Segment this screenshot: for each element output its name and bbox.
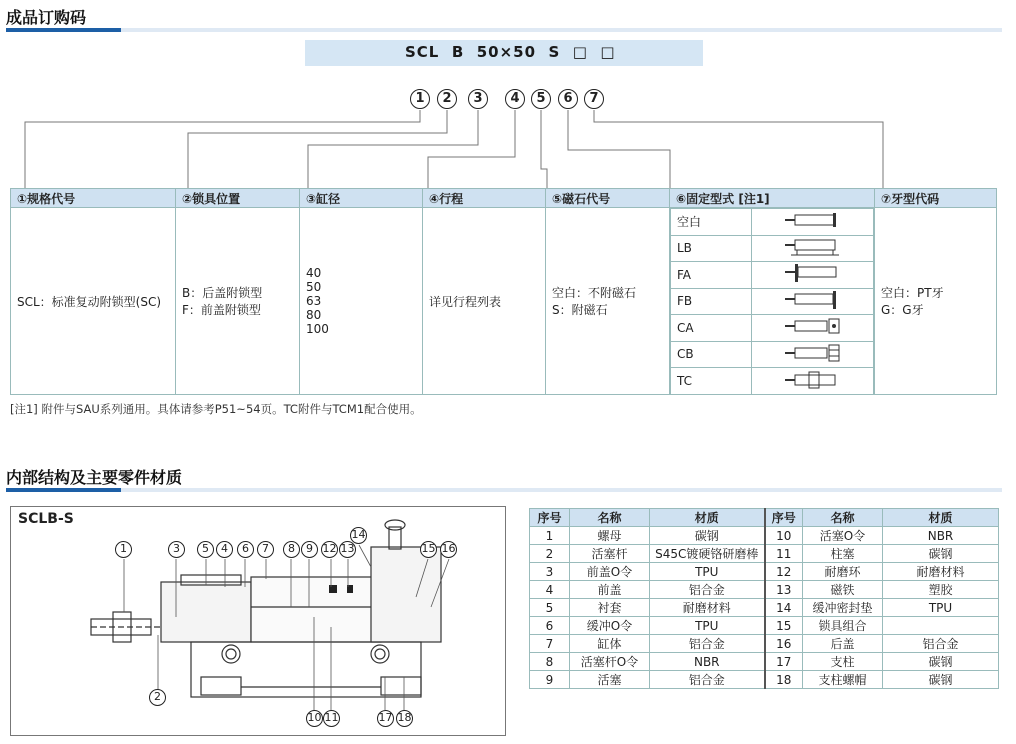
thread-g: G：G牙 (881, 303, 924, 317)
mount-code: CB (671, 341, 752, 368)
cell: 6 (530, 617, 570, 635)
drawing-callout-12: 12 (321, 541, 338, 558)
cell: S45C镀硬铬研磨棒 (650, 545, 765, 563)
parts-header: 材质 (883, 509, 999, 527)
cell: 碳钢 (883, 671, 999, 689)
cell: TPU (650, 617, 765, 635)
spec-table (10, 188, 997, 395)
callout-2: 2 (437, 89, 457, 109)
cell: 17 (765, 653, 803, 671)
mount-table (670, 208, 874, 394)
mount-tc-icon (752, 368, 874, 395)
callout-7: 7 (584, 89, 604, 109)
drawing-callout-4: 4 (216, 541, 233, 558)
mount-ca-icon (752, 315, 874, 342)
drawing-callout-17: 17 (377, 710, 394, 727)
cell: 1 (530, 527, 570, 545)
parts-header: 名称 (570, 509, 650, 527)
cell: 锁具组合 (803, 617, 883, 635)
cell: 活塞O令 (803, 527, 883, 545)
cell: 14 (765, 599, 803, 617)
cell: 5 (530, 599, 570, 617)
bore-value: 63 (306, 294, 322, 308)
cell: 螺母 (570, 527, 650, 545)
cell: 前盖 (570, 581, 650, 599)
table-row (530, 545, 999, 563)
cell: 铝合金 (883, 635, 999, 653)
cell: 耐磨材料 (650, 599, 765, 617)
header-magnet: ⑤磁石代号 (546, 189, 670, 208)
mount-fb-icon (752, 288, 874, 315)
drawing-callout-13: 13 (339, 541, 356, 558)
cell: 12 (765, 563, 803, 581)
lock-pos-b: B：后盖附锁型 (182, 286, 263, 300)
cell: 塑胶 (883, 581, 999, 599)
cell: 铝合金 (650, 671, 765, 689)
mount-cell (670, 208, 875, 395)
cell: 活塞杆 (570, 545, 650, 563)
cross-section-drawing (10, 506, 506, 736)
order-code: SCL B 50×50 S □ □ (405, 43, 616, 61)
header-mount: ⑥固定型式 [注1] (670, 189, 875, 208)
table-row (530, 671, 999, 689)
magnet-blank: 空白：不附磁石 (552, 286, 637, 300)
header-thread: ⑦牙型代码 (875, 189, 997, 208)
cell (883, 617, 999, 635)
bore-value: 100 (306, 322, 329, 336)
callout-5: 5 (531, 89, 551, 109)
cell: 16 (765, 635, 803, 653)
bore-value: 40 (306, 266, 322, 280)
cell: NBR (883, 527, 999, 545)
cell: 13 (765, 581, 803, 599)
drawing-callout-15: 15 (420, 541, 437, 558)
drawing-callout-8: 8 (283, 541, 300, 558)
drawing-callout-6: 6 (237, 541, 254, 558)
parts-header: 材质 (650, 509, 765, 527)
table-row (530, 653, 999, 671)
cell: 15 (765, 617, 803, 635)
cell: 支柱螺帽 (803, 671, 883, 689)
cell: 活塞杆O令 (570, 653, 650, 671)
header-lock-pos: ②锁具位置 (176, 189, 300, 208)
cell: 活塞 (570, 671, 650, 689)
drawing-callout-11: 11 (323, 710, 340, 727)
cell: 11 (765, 545, 803, 563)
drawing-callout-10: 10 (306, 710, 323, 727)
model-cell: SCL：标准复动附锁型(SC) (11, 208, 176, 395)
section-divider (6, 488, 1002, 492)
mount-code: 空白 (671, 209, 752, 236)
cell: 18 (765, 671, 803, 689)
callout-1: 1 (410, 89, 430, 109)
drawing-label: SCLB-S (18, 511, 74, 527)
footnote: [注1] 附件与SAU系列通用。具体请参考P51~54页。TC附件与TCM1配合使用。 (10, 402, 422, 416)
cell: 缓冲O令 (570, 617, 650, 635)
drawing-callout-7: 7 (257, 541, 274, 558)
cell: 4 (530, 581, 570, 599)
cell: 支柱 (803, 653, 883, 671)
cell: 碳钢 (650, 527, 765, 545)
header-stroke: ④行程 (423, 189, 546, 208)
drawing-callout-16: 16 (440, 541, 457, 558)
mount-code: CA (671, 315, 752, 342)
thread-cell (875, 208, 997, 395)
cell: 铝合金 (650, 635, 765, 653)
cell: 9 (530, 671, 570, 689)
cell: 缸体 (570, 635, 650, 653)
table-row (530, 635, 999, 653)
cell: 碳钢 (883, 545, 999, 563)
drawing-callout-5: 5 (197, 541, 214, 558)
table-row (530, 563, 999, 581)
callout-4: 4 (505, 89, 525, 109)
cell: 磁铁 (803, 581, 883, 599)
drawing-callout-18: 18 (396, 710, 413, 727)
cell: 柱塞 (803, 545, 883, 563)
cell: 7 (530, 635, 570, 653)
mount-cb-icon (752, 341, 874, 368)
section-title-order-code: 成品订购码 (6, 8, 87, 27)
parts-table (529, 508, 999, 689)
header-bore: ③缸径 (300, 189, 423, 208)
lock-pos-f: F：前盖附锁型 (182, 303, 261, 317)
drawing-callout-1: 1 (115, 541, 132, 558)
drawing-callout-2: 2 (149, 689, 166, 706)
cell: 衬套 (570, 599, 650, 617)
parts-header: 序号 (530, 509, 570, 527)
header-model: ①规格代号 (11, 189, 176, 208)
magnet-cell (546, 208, 670, 395)
cell: TPU (883, 599, 999, 617)
cell: 缓冲密封垫 (803, 599, 883, 617)
bore-value: 50 (306, 280, 322, 294)
cell: 耐磨材料 (883, 563, 999, 581)
parts-header: 序号 (765, 509, 803, 527)
table-row (530, 617, 999, 635)
cell: NBR (650, 653, 765, 671)
parts-header: 名称 (803, 509, 883, 527)
cell: 后盖 (803, 635, 883, 653)
drawing-callout-14: 14 (350, 527, 367, 544)
lock-pos-cell (176, 208, 300, 395)
cell: 8 (530, 653, 570, 671)
cell: TPU (650, 563, 765, 581)
magnet-s: S：附磁石 (552, 303, 608, 317)
cell: 耐磨环 (803, 563, 883, 581)
bore-cell (300, 208, 423, 395)
cell: 3 (530, 563, 570, 581)
leader-lines (0, 0, 1016, 200)
section-title-structure: 内部结构及主要零件材质 (6, 468, 183, 487)
mount-code: FB (671, 288, 752, 315)
mount-blank-icon (752, 209, 874, 236)
bore-value: 80 (306, 308, 322, 322)
cell: 碳钢 (883, 653, 999, 671)
cell: 铝合金 (650, 581, 765, 599)
mount-code: TC (671, 368, 752, 395)
table-row (530, 527, 999, 545)
drawing-callout-9: 9 (301, 541, 318, 558)
drawing-callout-3: 3 (168, 541, 185, 558)
mount-fa-icon (752, 262, 874, 289)
table-row (530, 581, 999, 599)
cell: 前盖O令 (570, 563, 650, 581)
thread-pt: 空白：PT牙 (881, 286, 944, 300)
cell: 2 (530, 545, 570, 563)
mount-code: LB (671, 235, 752, 262)
mount-lb-icon (752, 235, 874, 262)
mount-code: FA (671, 262, 752, 289)
stroke-cell: 详见行程列表 (423, 208, 546, 395)
cell: 10 (765, 527, 803, 545)
table-row (530, 599, 999, 617)
callout-3: 3 (468, 89, 488, 109)
callout-6: 6 (558, 89, 578, 109)
